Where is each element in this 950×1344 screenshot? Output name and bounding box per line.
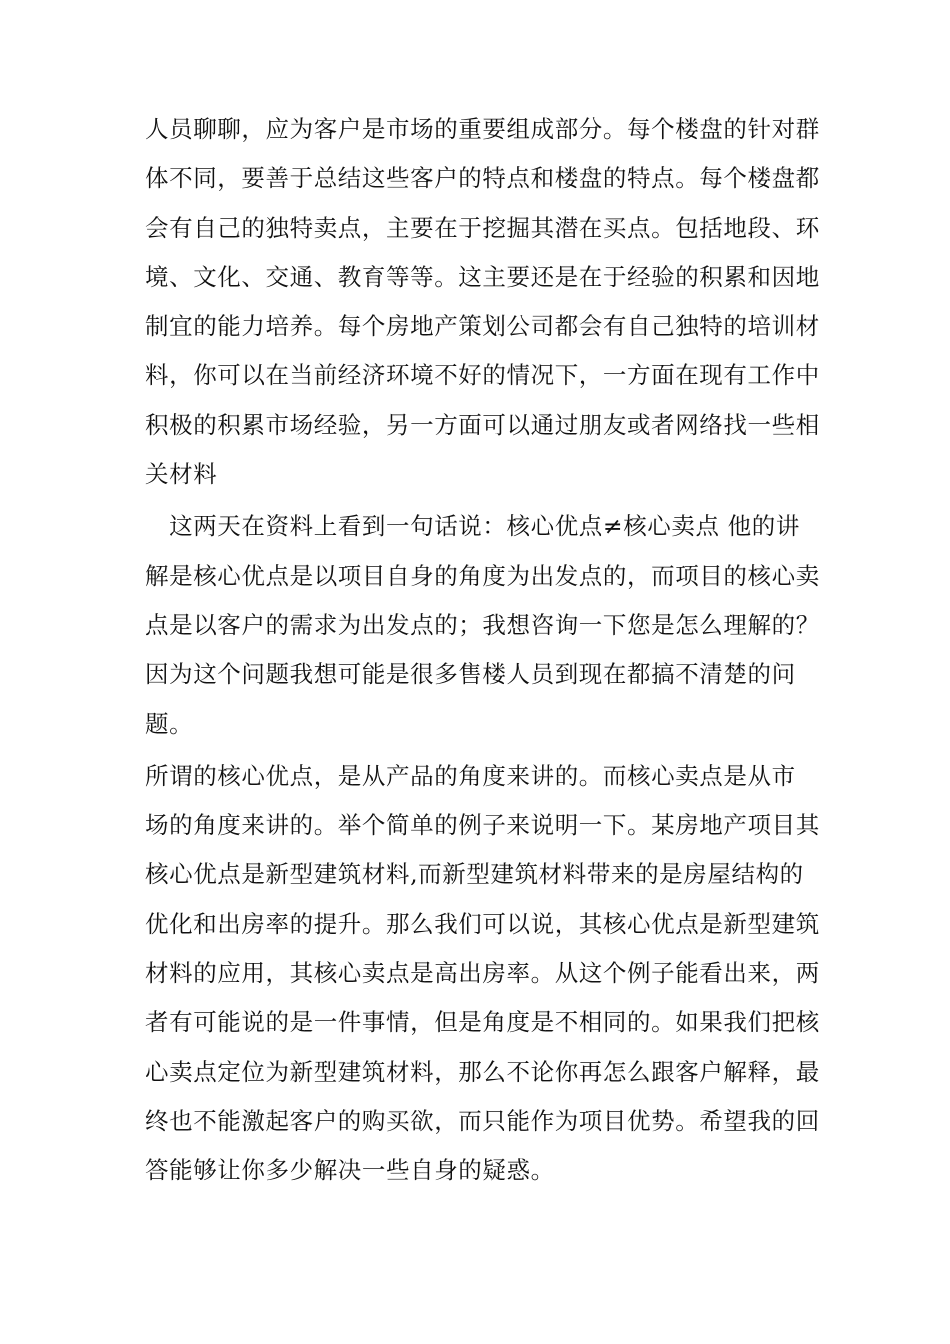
text-line: 材料的应用，其核心卖点是高出房率。从这个例子能看出来，两 — [145, 959, 820, 988]
text-line: 境、文化、交通、教育等等。这主要还是在于经验的积累和因地 — [145, 262, 820, 291]
text-line: 这两天在资料上看到一句话说：核心优点≠核心卖点 他的讲 — [145, 512, 800, 541]
paragraph-2 — [145, 502, 820, 748]
text-line: 答能够让你多少解决一些自身的疑惑。 — [145, 1156, 555, 1185]
text-line: 料，你可以在当前经济环境不好的情况下，一方面在现有工作中 — [145, 361, 820, 390]
text-line: 终也不能激起客户的购买欲，而只能作为项目优势。希望我的回 — [145, 1106, 820, 1135]
text-line: 会有自己的独特卖点，主要在于挖掘其潜在买点。包括地段、环 — [145, 213, 820, 242]
text-line: 优化和出房率的提升。那么我们可以说，其核心优点是新型建筑 — [145, 909, 820, 938]
text-line: 点是以客户的需求为出发点的；我想咨询一下您是怎么理解的？ — [145, 610, 820, 639]
text-line: 体不同，要善于总结这些客户的特点和楼盘的特点。每个楼盘都 — [145, 164, 820, 193]
text-line: 人员聊聊，应为客户是市场的重要组成部分。每个楼盘的针对群 — [145, 115, 820, 143]
paragraph-1 — [145, 105, 820, 499]
text-line: 所谓的核心优点，是从产品的角度来讲的。而核心卖点是从市 — [145, 761, 796, 790]
text-line: 核心优点是新型建筑材料,而新型建筑材料带来的是房屋结构的 — [145, 860, 804, 889]
text-line: 心卖点定位为新型建筑材料，那么不论你再怎么跟客户解释，最 — [145, 1057, 820, 1086]
paragraph-3 — [145, 752, 820, 1196]
text-line: 积极的积累市场经验，另一方面可以通过朋友或者网络找一些相 — [145, 410, 820, 439]
text-line: 制宜的能力培养。每个房地产策划公司都会有自己独特的培训材 — [145, 312, 820, 341]
text-line: 因为这个问题我想可能是很多售楼人员到现在都搞不清楚的问 — [145, 660, 796, 689]
text-line: 关材料 — [145, 460, 218, 489]
text-line: 者有可能说的是一件事情，但是角度是不相同的。如果我们把核 — [145, 1008, 820, 1037]
text-line: 解是核心优点是以项目自身的角度为出发点的，而项目的核心卖 — [145, 561, 820, 590]
text-line: 题。 — [145, 709, 194, 738]
text-line: 场的角度来讲的。举个简单的例子来说明一下。某房地产项目其 — [145, 811, 820, 840]
document-body — [145, 105, 820, 1196]
